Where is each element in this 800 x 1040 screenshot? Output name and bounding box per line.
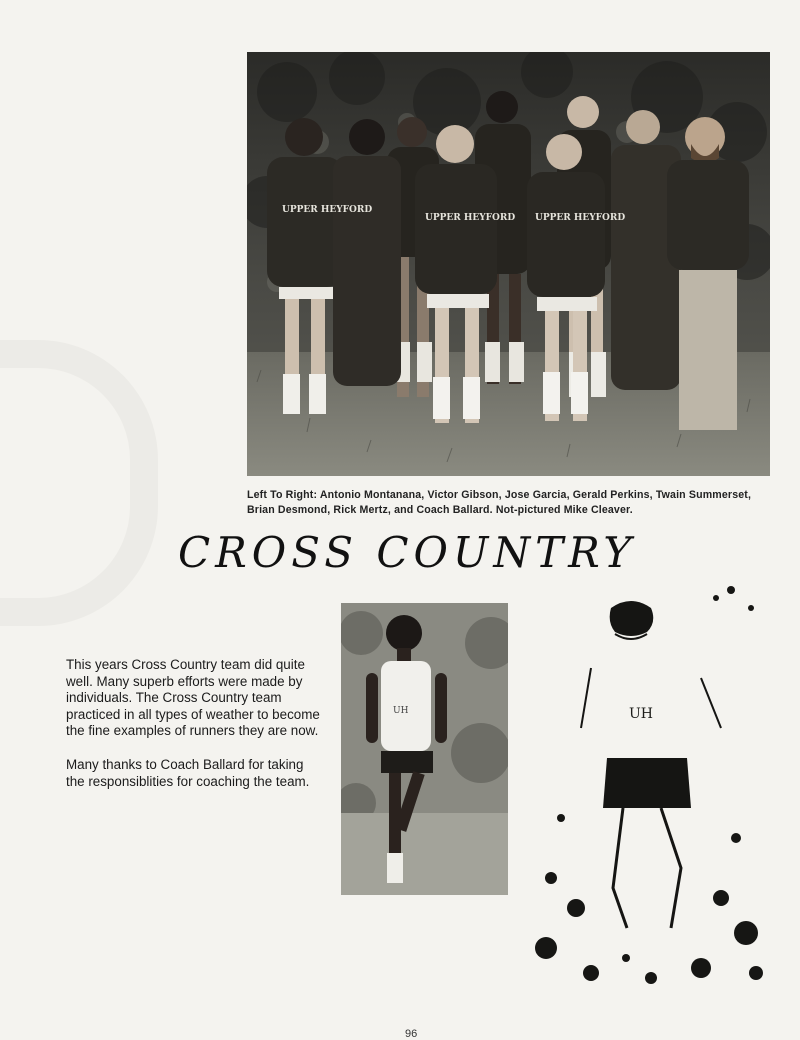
team-photo — [247, 52, 770, 476]
svg-text:UPPER HEYFORD: UPPER HEYFORD — [282, 205, 373, 215]
svg-text:UPPER HEYFORD: UPPER HEYFORD — [535, 213, 626, 223]
svg-text:UPPER HEYFORD: UPPER HEYFORD — [425, 213, 516, 223]
runner-photo-high-contrast — [531, 578, 769, 988]
photo-caption: Left To Right: Antonio Montanana, Victor Gibson, Jose Garcia, Gerald Perkins, Twain Summerset, Brian Desmond, Rick Mertz, and Coach Ballard. Not-pictured Mike Cleaver. — [247, 489, 752, 516]
svg-text:UH: UH — [629, 706, 654, 722]
page-title: CROSS COUNTRY — [178, 528, 637, 577]
page-number: 96 — [405, 1028, 418, 1040]
paragraph-1: This years Cross Country team did quite well. Many superb efforts were made by individuals. The Cross Country team practiced in all types of weather to become the fine examples of runners they are now. — [66, 657, 320, 739]
article-body — [66, 657, 321, 807]
svg-text:UH: UH — [393, 706, 409, 716]
runner-photo — [341, 603, 508, 895]
faint-background-mark — [0, 340, 158, 626]
paragraph-2: Many thanks to Coach Ballard for taking the responsiblities for coaching the team. — [66, 756, 310, 789]
